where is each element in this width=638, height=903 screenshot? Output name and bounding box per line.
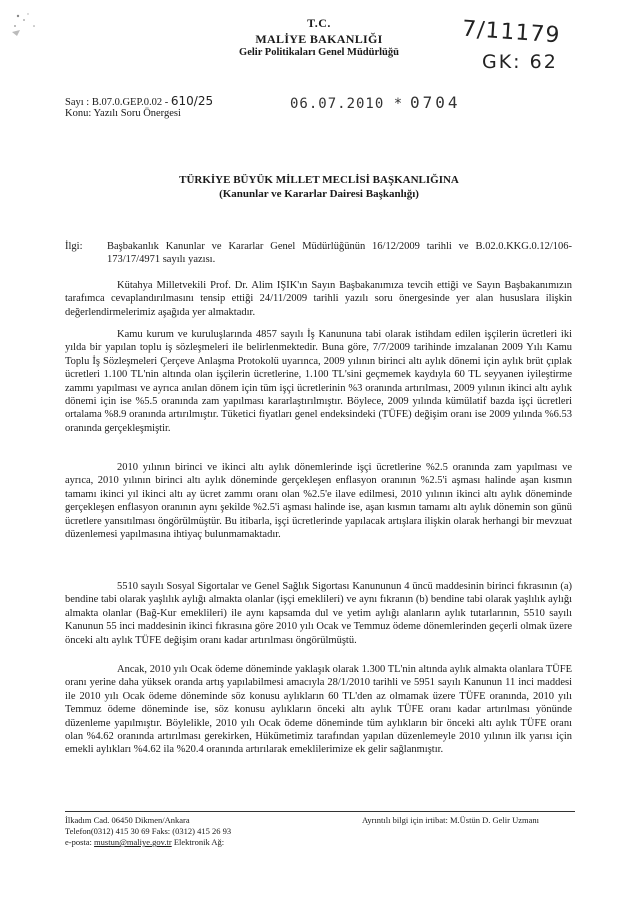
- reference-block: [65, 240, 572, 267]
- handwritten-gk-number: GK: 62: [482, 51, 558, 73]
- footer-email-link[interactable]: mustun@maliye.gov.tr: [94, 837, 172, 847]
- footer-email-label: e-posta:: [65, 837, 92, 847]
- footer-phone: Telefon(0312) 415 30 69 Faks: (0312) 415 26 93: [65, 826, 232, 836]
- footer-network-label: Elektronik Ağ:: [173, 837, 225, 847]
- footer-divider: [65, 811, 575, 812]
- letterhead-directorate: Gelir Politikaları Genel Müdürlüğü: [239, 47, 399, 58]
- addressee-subtitle: (Kanunlar ve Kararlar Dairesi Başkanlığı): [219, 188, 419, 200]
- sayi-handwritten: 610/25: [170, 94, 214, 108]
- footer-email-line: [65, 837, 231, 848]
- sayi-line: [65, 94, 213, 108]
- footer-address: İlkadım Cad. 06450 Dikmen/Ankara: [65, 815, 190, 825]
- addressee-title: TÜRKİYE BÜYÜK MİLLET MECLİSİ BAŞKANLIĞINA: [179, 174, 459, 186]
- body-paragraph-2: Kamu kurum ve kuruluşlarında 4857 sayılı İş Kanununa tabi olarak istihdam edilen işçilerin ücretleri iki yılda bir yapılan toplu iş sözleşmeleri ile belirlenmektedir. Buna göre, 7/7/2009 tarihinde imzalanan 2009 Yılı Kamu Toplu İş Sözleşmeleri Çerçeve Anlaşma Protokolü uyarınca, 2009 yılının birinci altı aylık dönemi için aylık brüt çıplak ücretleri 1.100 TL'nin altında olan işçilerin ücretlerine, 1.100 TL'sini geçmemek kaydıyla 60 TL seyyanen iyileştirme zammı yapılması ve ayrıca anılan dönem için tüm işçi ücretlerinin %3 oranında artırılması, 2009 yılının ikinci altı aylık dönemi için ise %5.5 oranında zam yapılması kararlaştırılmıştır. Böylece, 2009 yılında kümülatif bazda işçi ücretleri ortalama %8.9 oranında artırılmıştır. Tüketici fiyatları genel endeksindeki (TÜFE) değişim oranı ise 2009 yılında %6.53 oranında gerçekleşmiştir.: [65, 329, 572, 434]
- handwritten-register-number: 7/11179: [461, 16, 562, 49]
- body-paragraph-5: Ancak, 2010 yılı Ocak ödeme döneminde yaklaşık olarak 1.300 TL'nin altında aylık almakta olanlara TÜFE oranı yerine daha yüksek oranda artış yapılabilmesi amacıyla 28/1/2010 tarihli ve 5951 sayılı Kanunun 11 inci maddesi ile 2010 yılı Ocak ödeme döneminde söz konusu aylıkların 60 TL'den az olmamak üzere TÜFE oranında, 2010 yılı Temmuz ödeme döneminde ise, söz konusu aylıkların önceki altı aylık TÜFE oranı kadar artırılması yönünde düzenleme yapılmıştır. Böylelikle, 2010 yılı Ocak ödeme döneminde tüm aylıkların bir önceki altı aylık TÜFE oranı olan %4.62 oranında artırılması gerekirken, Hükümetimiz tarafından yapılan düzenlemeyle 2010 yılının ilk yarısı için emekli aylıkları %4.62 ila %20.4 oranında artırılarak emeklilerimize ek gelir sağlanmıştır.: [65, 664, 572, 756]
- letterhead-ministry: MALİYE BAKANLIĞI: [255, 32, 383, 46]
- body-paragraph-4: 5510 sayılı Sosyal Sigortalar ve Genel Sağlık Sigortası Kanununun 4 üncü maddesinin birinci fıkrasının (a) bendine tabi olarak yaşlılık aylığı almakta olanlar (işçi emeklileri) ve aynı fıkranın (b) bendine tabi olarak yaşlılık aylığı almakta olanlar (Bağ-Kur emeklileri) ile aynı kapsamda dul ve yetim aylığı alanların aylık tutarlarının, 5510 sayılı Kanunun 55 inci maddesinin ikinci fıkrasına göre 2010 yılı Ocak ve Temmuz ödeme dönemlerinden geçerli olmak üzere önceki altı aylık TÜFE değişim oranı kadar artırılması öngörülmüştü.: [65, 581, 572, 646]
- sayi-label: Sayı: [65, 97, 84, 108]
- body-paragraph-1: Kütahya Milletvekili Prof. Dr. Alim IŞIK'ın Sayın Başbakanımıza tevcih ettiği ve Sayın Başbakanımızın tarafımca cevaplandırılmasını tensip ettiği 24/11/2009 tarihli yazılı soru önergesinde yer alan hususlara ilişkin değerlendirmelerimiz aşağıda yer almaktadır.: [65, 280, 572, 318]
- body-paragraph-3: 2010 yılının birinci ve ikinci altı aylık dönemlerinde işçi ücretlerine %2.5 oranında zam yapılması ve ayrıca, 2010 yılının birinci altı aylık döneminde gerçekleşen enflasyon oranının %2.5'i aşması halinde aşan kısmın tamamı ikinci yıl ikinci altı ay ücret zammı oranı olan %2.5'e ilave edilmesi, 2010 yılının ikinci altı aylık döneminde gerçekleşen enflasyon oranının aynı şekilde %2.5'i aşması halinde ise, aşan kısmın tamamı altı aylık dönemin son günü ücretlere yansıtılması öngörülmüştür. Bu itibarla, işçi ücretlerinde yapılacak artışlara ilişkin olarak herhangi bir mevzuat düzenlemesi yapılmasına ihtiyaç bulunmamaktadır.: [65, 462, 572, 541]
- reference-label: İlgi:: [65, 241, 83, 252]
- footer-left: [65, 815, 231, 848]
- reference-text: Başbakanlık Kanunlar ve Kararlar Genel Müdürlüğünün 16/12/2009 tarihli ve B.02.0.KKG.0.12/106-173/17/4971 sayılı yazısı.: [107, 241, 572, 266]
- konu-label: Konu:: [65, 108, 92, 119]
- sayi-value: : B.07.0.GEP.0.02 -: [86, 97, 169, 108]
- letterhead-tc: T.C.: [307, 16, 331, 30]
- konu-line: [65, 108, 181, 119]
- footer-contact: Ayrıntılı bilgi için irtibat: M.Üstün D. Gelir Uzmanı: [362, 815, 539, 825]
- date-stamp: 06.07.2010 *: [290, 96, 404, 112]
- number-stamp: 0704: [410, 93, 461, 112]
- konu-value: Yazılı Soru Önergesi: [93, 108, 181, 119]
